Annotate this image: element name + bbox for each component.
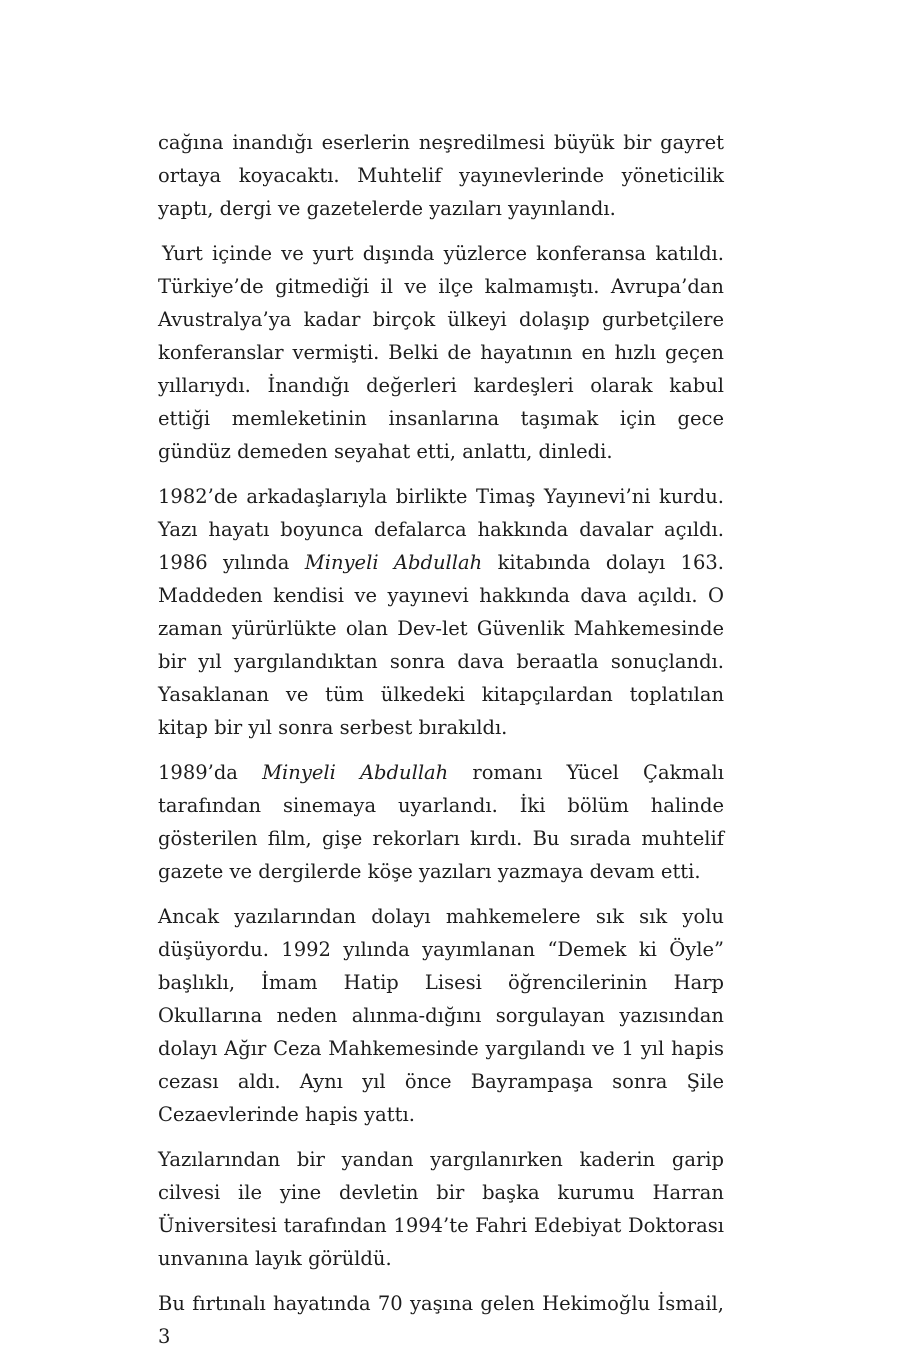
- paragraph: [158, 1143, 724, 1275]
- text-run: Ancak yazılarından dolayı mahkemelere sık sık yolu düşüyordu. 1992 yılında yayımlanan “Demek ki Öyle” başlıklı, İmam Hatip Lisesi öğrencilerinin Harp Okullarına neden alınma-dığını sorgulayan yazısından dolayı Ağır Ceza Mahkemesinde yargılandı ve 1 yıl hapis cezası aldı. Aynı yıl önce Bayrampaşa sonra Şile Cezaevlerinde hapis yattı.: [158, 905, 724, 1126]
- text-run: Bu fırtınalı hayatında 70 yaşına gelen Hekimoğlu İsmail, 3: [158, 1292, 724, 1348]
- text-run: Yurt içinde ve yurt dışında yüzlerce konferansa katıldı. Türkiye’de gitmediği il ve ilçe kalmamıştı. Avrupa’dan Avustralya’ya kadar birçok ülkeyi dolaşıp gurbetçilere konferanslar vermişti. Belki de hayatının en hızlı geçen yıllarıydı. İnandığı değerleri kardeşleri olarak kabul ettiği memleketinin insanlarına taşımak için gece gündüz demeden seyahat etti, anlattı, dinledi.: [158, 242, 724, 463]
- text-run: romanı Yücel Çakmalı tarafından sinemaya uyarlandı. İki bölüm halinde gösterilen film, gişe rekorları kırdı. Bu sırada muhtelif gazete ve dergilerde köşe yazıları yazmaya devam etti.: [158, 761, 724, 883]
- paragraph: [158, 756, 724, 888]
- paragraph: [158, 1287, 724, 1353]
- body-text: [158, 126, 724, 1365]
- text-run: cağına inandığı eserlerin neşredilmesi büyük bir gayret ortaya koyacaktı. Muhtelif yayınevlerinde yöneticilik yaptı, dergi ve gazetelerde yazıları yayınlandı.: [158, 131, 724, 220]
- paragraph: [158, 126, 724, 225]
- paragraph: [158, 480, 724, 744]
- paragraph: [158, 900, 724, 1131]
- text-run: 1982’de arkadaşlarıyla birlikte Timaş Yayınevi’ni kurdu. Yazı hayatı boyunca defalarca hakkında davalar açıldı. 1986 yılında: [158, 485, 724, 574]
- book-title-italic: Minyeli Abdullah: [262, 761, 449, 784]
- paragraph: [158, 237, 724, 468]
- text-run: 1989’da: [158, 761, 263, 784]
- text-run: Yazılarından bir yandan yargılanırken kaderin garip cilvesi ile yine devletin bir başka kurumu Harran Üniversitesi tarafından 1994’te Fahri Edebiyat Doktorası unvanına layık görüldü.: [158, 1148, 724, 1270]
- text-run: kitabında dolayı 163. Maddeden kendisi ve yayınevi hakkında dava açıldı. O zaman yürürlükte olan Dev-let Güvenlik Mahkemesinde bir yıl yargılandıktan sonra dava beraatla sonuçlandı. Yasaklanan ve tüm ülkedeki kitapçılardan toplatılan kitap bir yıl sonra serbest bırakıldı.: [158, 551, 724, 739]
- book-title-italic: Minyeli Abdullah: [304, 551, 483, 574]
